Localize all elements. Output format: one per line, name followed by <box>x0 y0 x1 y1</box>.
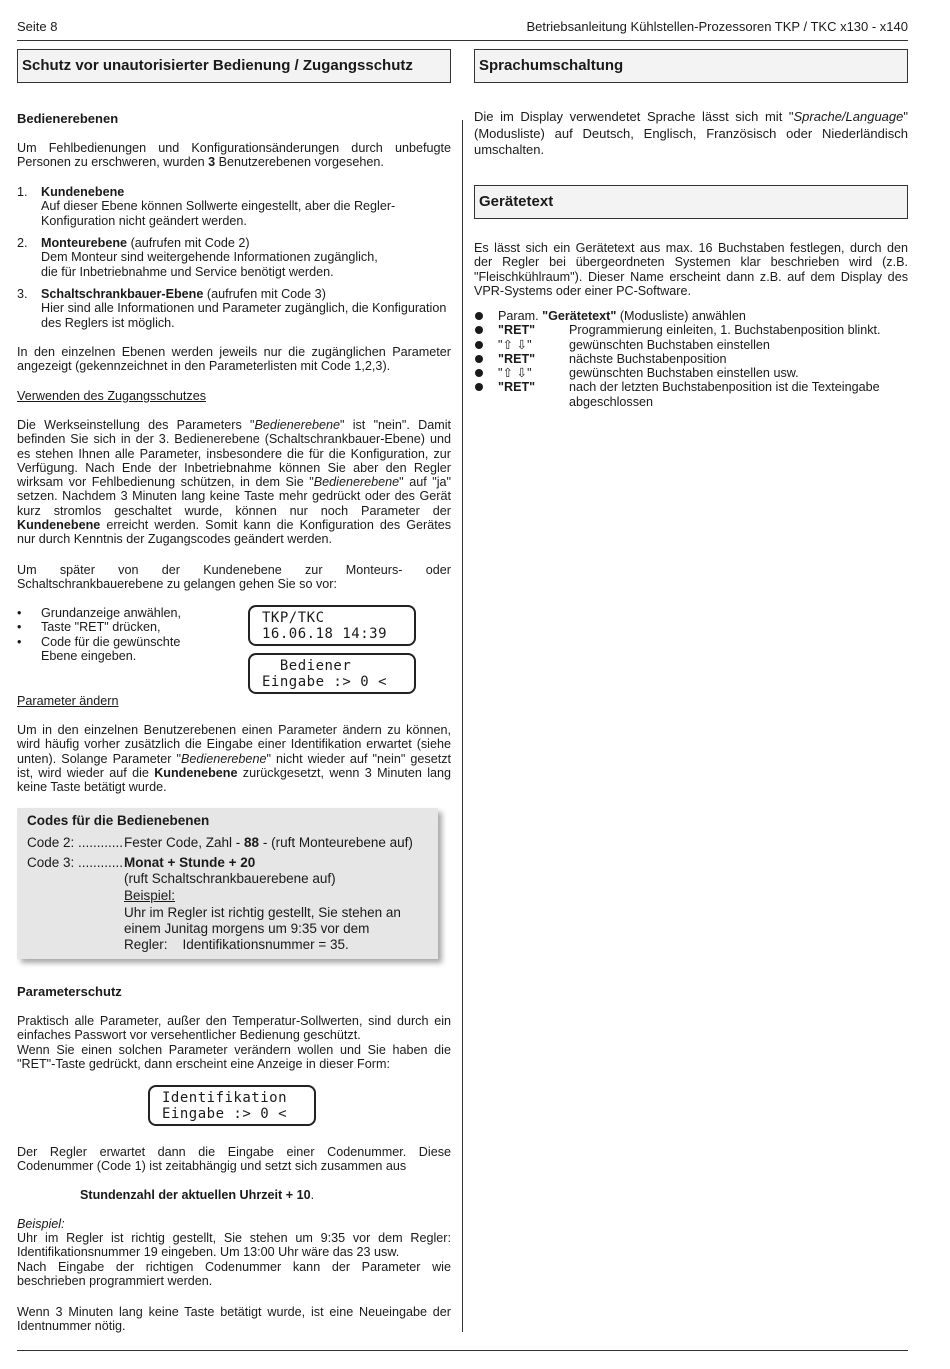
change-paragraph: Um in den einzelnen Benutzerebenen einen Parameter ändern zu können, wird häufig vorher zusätzlich die Eingabe einer Identifikation erwartet (siehe unten). Solange Parameter "Bedienerebene" nicht wieder auf "nein" gesetzt ist, wird wieder auf die Kundenebene zurückgesetzt, wenn 3 Minuten lang keine Taste betätigt wurde. <box>17 723 452 795</box>
lcd-display-identifikation: Identifikation Eingabe :> 0 < <box>148 1085 316 1126</box>
ps-example-text: Uhr im Regler ist richtig gestellt, Sie stehen um 9:35 vor dem Regler: Identifikationsnummer 19 eingeben. Um 13:00 Uhr wäre das 23 usw. Nach Eingabe der richtigen Codenummer kann der Parameter wie beschrieben programmiert werden. <box>17 1231 451 1288</box>
code3-example-line: einem Junitag morgens um 9:35 vor dem <box>124 921 370 936</box>
bullet-icon <box>475 383 483 391</box>
heading-usage: Verwenden des Zugangsschutzes <box>17 389 207 403</box>
codes-title: Codes für die Bedienebenen <box>27 813 210 828</box>
access-step: • Taste "RET" drücken, <box>17 620 161 635</box>
code2-label: Code 2: ............ <box>27 835 124 850</box>
access-steps <box>17 606 237 663</box>
ps-paragraph-2: Der Regler erwartet dann die Eingabe einer Codenummer. Diese Codenummer (Code 1) ist zeitabhängig und setzt sich zusammen aus <box>17 1145 451 1174</box>
heading-parameterschutz: Parameterschutz <box>17 984 122 999</box>
section-title-language: Sprachumschaltung <box>474 49 908 83</box>
ps-formula: Stundenzahl der aktuellen Uhrzeit + 10. <box>80 1188 315 1202</box>
usage-paragraph: Die Werkseinstellung des Parameters "Bedienerebene" ist "nein". Damit befinden Sie sich in der 3. Bedienerebene (Schaltschrankbauer-Ebene) und es stehen Ihnen alle Parameter, insbesondere die für die Konfiguration, zur Verfügung. Nach Ende der Inbetriebnahme können Sie aber den Regler wirksam vor Fehlbedienung schützen, in dem Sie "Bedienerebene" auf "ja" setzen. Nachdem 3 Minuten lang keine Taste mehr gedrückt oder des Gerät kurz stromlos geschaltet wurde, können nur noch Parameter der Kundenebene erreicht werden. Somit kann die Konfiguration des Gerätes nur durch Kenntnis der Zugangscodes geändert werden. <box>17 418 451 547</box>
ps-paragraph-1: Praktisch alle Parameter, außer den Temperatur-Sollwerten, sind durch ein einfaches Passwort vor versehentlicher Bedienung geschützt. Wenn Sie einen solchen Parameter verändern wollen und Sie haben die "RET"-Taste gedrückt, dann erscheint eine Anzeige in dieser Form: <box>17 1014 451 1071</box>
bullet-icon <box>475 326 483 334</box>
device-text-step: "⇧ ⇩" gewünschten Buchstaben einstellen usw. <box>474 366 908 380</box>
code3-example-label: Beispiel: <box>124 888 176 903</box>
bullet-icon <box>475 355 483 363</box>
level-2: 2. Monteurebene (aufrufen mit Code 2) Dem Monteur sind weitergehende Informationen zugänglich, die für Inbetriebnahme und Service benötigt werden. <box>17 236 378 279</box>
heading-change: Parameter ändern <box>17 694 119 708</box>
access-step: • Grundanzeige anwählen, <box>17 606 182 620</box>
levels-note: In den einzelnen Ebenen werden jeweils nur die zugänglichen Parameter angezeigt (gekennzeichnet in den Parameterlisten mit Code 1,2,3). <box>17 345 451 374</box>
code2-value: Fester Code, Zahl - 88 - (ruft Monteurebene auf) <box>124 835 413 850</box>
access-step: Ebene eingeben. <box>41 648 137 663</box>
device-text-steps <box>474 309 908 409</box>
intro-paragraph: Um Fehlbedienungen und Konfigurationsänderungen durch unbefugte Personen zu erschweren, wurden 3 Benutzerebenen vorgesehen. <box>17 141 451 170</box>
lcd-display-bediener: Bediener Eingabe :> 0 < <box>248 653 416 694</box>
bullet-icon <box>475 369 483 377</box>
code3-label: Code 3: ............ <box>27 855 124 870</box>
device-text-step: "RET" nach der letzten Buchstabenposition ist die Texteingabe <box>474 380 908 394</box>
device-text-step-cont: abgeschlossen <box>569 394 654 409</box>
ps-example-label: Beispiel: <box>17 1217 65 1231</box>
heading-bedienerebenen: Bedienerebenen <box>17 111 119 126</box>
codes-box <box>17 808 438 959</box>
header-rule <box>17 40 908 41</box>
document-title: Betriebsanleitung Kühlstellen-Prozessoren TKP / TKC x130 - x140 <box>526 19 908 34</box>
column-divider <box>462 120 463 1332</box>
device-text-paragraph: Es lässt sich ein Gerätetext aus max. 16 Buchstaben festlegen, durch den der Regler bei übergeordneten Systemen klar beschrieben wird (z.B. "Fleischkühlraum"). Dieser Name erscheint dann z.B. auf dem Display des VPR-Systems oder einer PC-Software. <box>474 241 908 298</box>
ps-timeout-note: Wenn 3 Minuten lang keine Taste betätigt wurde, ist eine Neueingabe der Identnummer nötig. <box>17 1305 451 1334</box>
code3-desc: (ruft Schaltschrankbauerebene auf) <box>124 871 336 886</box>
code3-example-line: Regler: Identifikationsnummer = 35. <box>124 937 349 952</box>
level-3: 3. Schaltschrankbauer-Ebene (aufrufen mit Code 3) Hier sind alle Informationen und Parameter zugänglich, die Konfiguration des Reglers ist möglich. <box>17 287 447 330</box>
code3-formula: Monat + Stunde + 20 <box>124 855 256 870</box>
footer-rule <box>17 1350 908 1351</box>
bullet-icon <box>475 312 483 320</box>
device-text-step: Param. "Gerätetext" (Modusliste) anwählen <box>474 309 908 323</box>
bullet-icon <box>475 341 483 349</box>
level-1: 1. Kundenebene Auf dieser Ebene können Sollwerte eingestellt, aber die Regler-Konfiguration nicht geändert werden. <box>17 185 396 228</box>
page-number: Seite 8 <box>17 19 58 34</box>
section-title-access: Schutz vor unautorisierter Bedienung / Zugangsschutz <box>17 49 451 83</box>
code3-example-line: Uhr im Regler ist richtig gestellt, Sie stehen an <box>124 905 401 920</box>
device-text-step: "⇧ ⇩" gewünschten Buchstaben einstellen <box>474 338 908 352</box>
device-text-step: "RET" Programmierung einleiten, 1. Buchstabenposition blinkt. <box>474 323 908 337</box>
device-text-step: "RET" nächste Buchstabenposition <box>474 352 908 366</box>
section-title-device-text: Gerätetext <box>474 185 908 219</box>
later-paragraph: Um später von der Kundenebene zur Monteurs- oder Schaltschrankbauerebene zu gelangen gehen Sie so vor: <box>17 563 451 592</box>
lcd-display-time: TKP/TKC 16.06.18 14:39 <box>248 605 416 646</box>
access-step: • Code für die gewünschte <box>17 634 181 649</box>
language-paragraph: Die im Display verwendetet Sprache lässt sich mit "Sprache/Language" (Modusliste) auf Deutsch, Englisch, Französisch oder Niederländisch umschalten. <box>474 109 908 157</box>
